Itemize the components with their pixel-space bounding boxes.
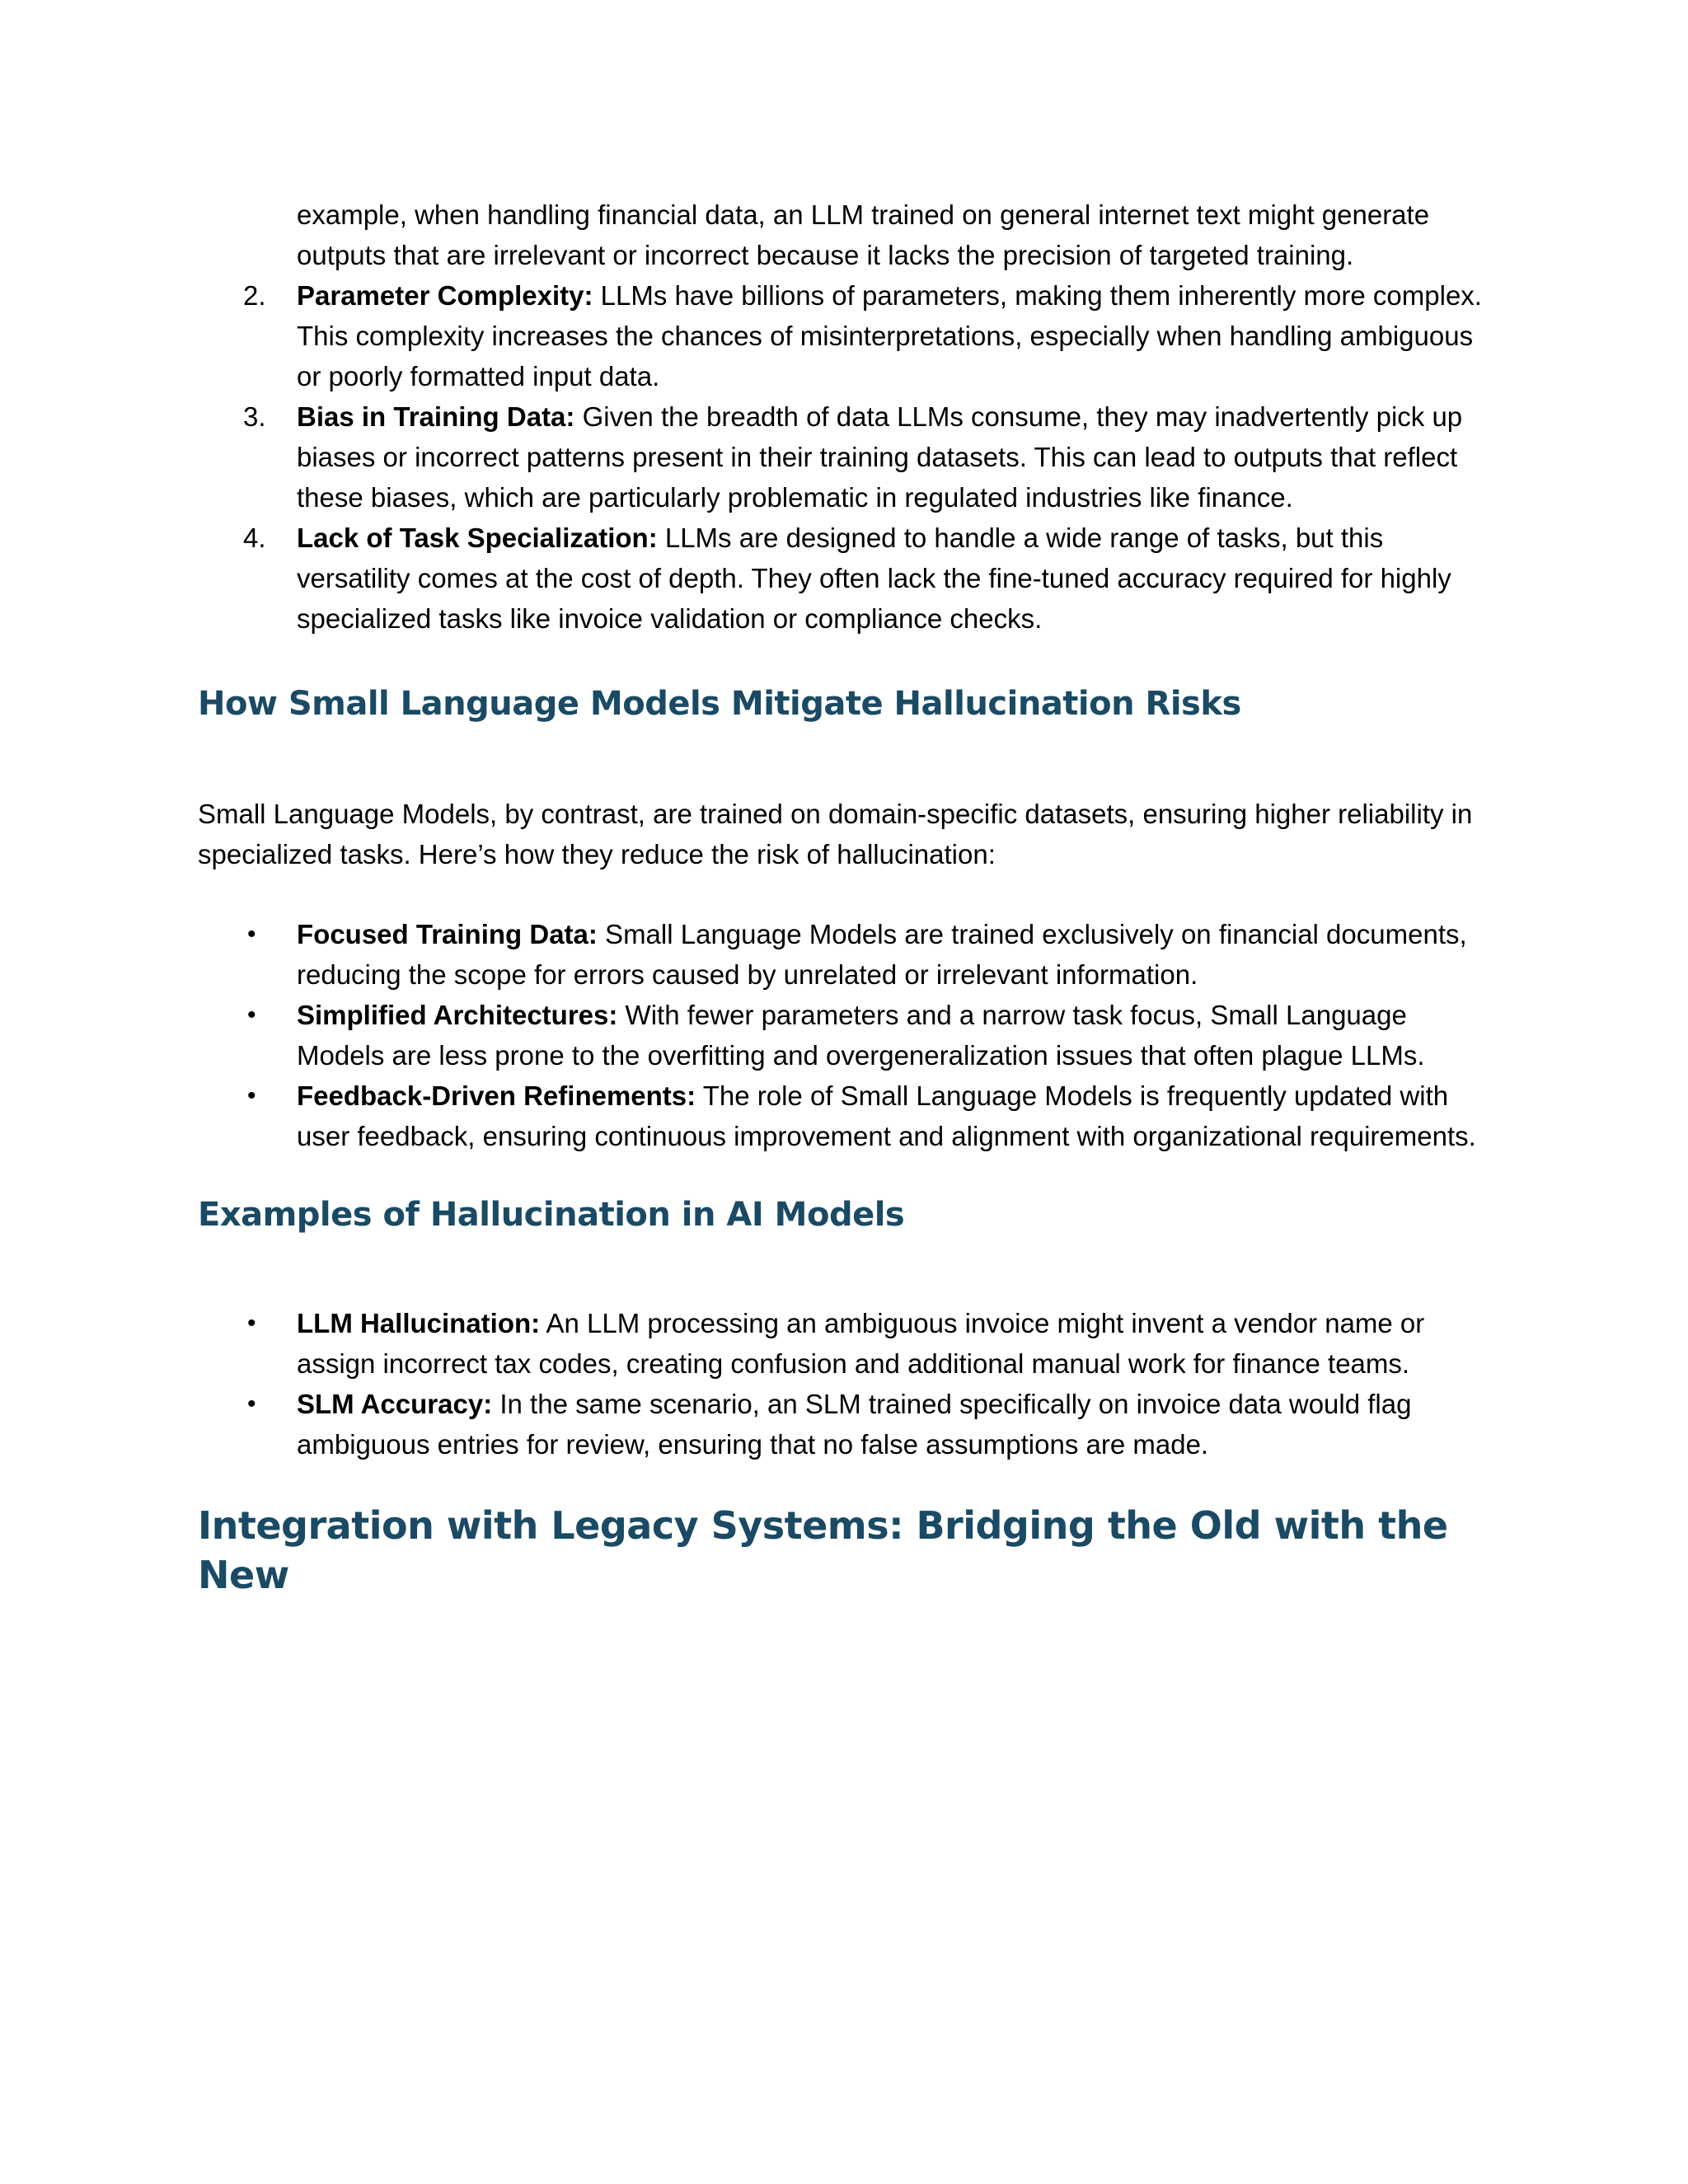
list-item [198,396,1484,518]
list-number: 4. [243,523,266,553]
list-item [198,1384,1484,1465]
list-item-text: LLMs have billions of parameters, making them inherently more complex. This complexity increases the chances of misinterpretations, especially when handling ambiguous or poorly formatted input data. [297,280,1482,391]
list-item-term: LLM Hallucination: [297,1308,541,1338]
list-item-term: Parameter Complexity: [297,280,593,311]
bullet-list-examples [198,1303,1484,1465]
list-item-term: Bias in Training Data: [297,401,575,432]
list-item [198,914,1484,995]
list-item-term: Lack of Task Specialization: [297,523,658,553]
list-item-continued [198,194,1484,275]
list-item-text: Small Language Models are trained exclusively on financial documents, reducing the scope for errors caused by unrelated or irrelevant information. [297,919,1467,990]
section-heading-examples: Examples of Hallucination in AI Models [198,1196,905,1234]
section-heading-integration: Integration with Legacy Systems: Bridging the Old with the New [198,1503,1448,1597]
bullet-list-mitigate [198,914,1484,1156]
list-item-term: Feedback-Driven Refinements: [297,1080,696,1111]
list-item-text: LLMs are designed to handle a wide range of tasks, but this versatility comes at the cost of depth. They often lack the fine-tuned accuracy required for highly specialized tasks like invoice validation or compliance checks. [297,523,1451,634]
list-item-term: Focused Training Data: [297,919,598,949]
bullet-marker: • [247,921,256,948]
list-item-text: With fewer parameters and a narrow task focus, Small Language Models are less prone to the overfitting and overgeneralization issues that often plague LLMs. [297,1000,1425,1071]
list-item-text: In the same scenario, an SLM trained specifically on invoice data would flag ambiguous entries for review, ensuring that no false assumptions are made. [297,1389,1412,1460]
list-item-term: SLM Accuracy: [297,1389,493,1419]
list-number: 3. [243,401,266,432]
bullet-marker: • [247,1001,256,1029]
list-item-text: example, when handling financial data, an LLM trained on general internet text might generate outputs that are irrelevant or incorrect because it lacks the precision of targeted training. [297,199,1430,270]
list-item-text: Given the breadth of data LLMs consume, they may inadvertently pick up biases or incorrect patterns present in their training datasets. This can lead to outputs that reflect these biases, which are particularly problematic in regulated industries like finance. [297,401,1463,513]
numbered-list [198,275,1484,639]
bullet-marker: • [247,1082,256,1109]
list-item [198,995,1484,1076]
list-item-term: Simplified Architectures: [297,1000,618,1030]
section-heading-mitigate: How Small Language Models Mitigate Hallucination Risks [198,685,1241,723]
list-item [198,1076,1484,1156]
list-item [198,1303,1484,1384]
list-item-text: An LLM processing an ambiguous invoice might invent a vendor name or assign incorrect tax codes, creating confusion and additional manual work for finance teams. [297,1308,1425,1379]
list-item [198,518,1484,639]
document-page [198,194,1484,1600]
section-intro-paragraph: Small Language Models, by contrast, are trained on domain-specific datasets, ensuring higher reliability in specialized tasks. Here’s how they reduce the risk of hallucination: [198,799,1473,869]
list-item-text: The role of Small Language Models is frequently updated with user feedback, ensuring continuous improvement and alignment with organizational requirements. [297,1080,1476,1151]
list-item [198,275,1484,396]
bullet-marker: • [247,1390,256,1418]
list-number: 2. [243,280,266,311]
bullet-marker: • [247,1310,256,1337]
